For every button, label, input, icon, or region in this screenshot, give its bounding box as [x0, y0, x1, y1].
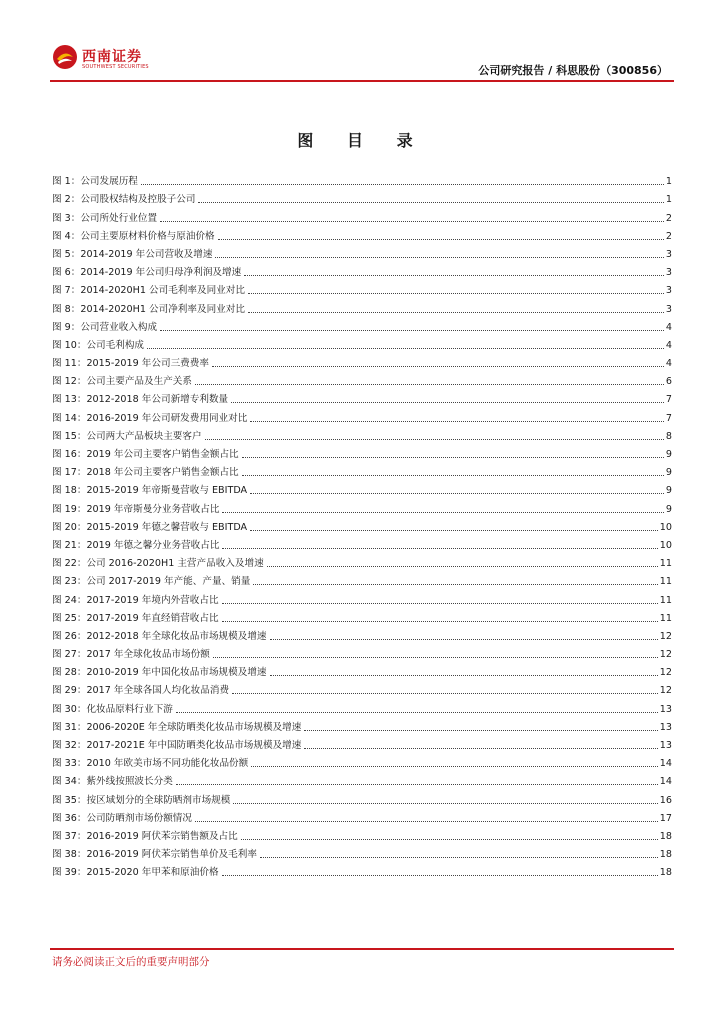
- toc-entry[interactable]: [52, 406, 672, 424]
- toc-entry-label: 图 31：2006-2020E 年全球防晒类化妆品市场规模及增速: [52, 721, 302, 733]
- toc-entry[interactable]: [52, 716, 672, 734]
- toc-dot-leader: [222, 512, 663, 513]
- toc-dot-leader: [176, 784, 658, 785]
- toc-entry[interactable]: [52, 534, 672, 552]
- toc-entry-page: 7: [665, 394, 672, 406]
- toc-dot-leader: [195, 384, 664, 385]
- toc-dot-leader: [270, 639, 658, 640]
- toc-dot-leader: [231, 402, 664, 403]
- toc-dot-leader: [215, 257, 663, 258]
- toc-dot-leader: [218, 239, 664, 240]
- toc-entry-label: 图 5：2014-2019 年公司营收及增速: [52, 248, 213, 260]
- toc-entry-label: 图 10：公司毛利构成: [52, 339, 145, 351]
- toc-entry-page: 11: [659, 558, 672, 570]
- toc-entry-page: 1: [665, 194, 672, 206]
- toc-entry-label: 图 33：2010 年欧美市场不同功能化妆品份额: [52, 758, 249, 770]
- toc-dot-leader: [244, 275, 664, 276]
- toc-dot-leader: [212, 366, 664, 367]
- toc-entry[interactable]: [52, 788, 672, 806]
- toc-entry-label: 图 20：2015-2019 年德之馨营收与 EBITDA: [52, 521, 248, 533]
- toc-entry-label: 图 12：公司主要产品及生产关系: [52, 376, 192, 388]
- toc-entry-page: 18: [659, 849, 672, 861]
- toc-dot-leader: [222, 548, 657, 549]
- toc-entry-page: 1: [665, 176, 672, 188]
- toc-entry[interactable]: [52, 370, 672, 388]
- toc-entry-label: 图 11：2015-2019 年公司三费费率: [52, 358, 209, 370]
- toc-entry[interactable]: [52, 679, 672, 697]
- toc-dot-leader: [304, 730, 657, 731]
- toc-entry-page: 2: [665, 212, 672, 224]
- toc-entry-page: 7: [665, 412, 672, 424]
- brand-logo: [52, 44, 162, 74]
- toc-entry[interactable]: [52, 188, 672, 206]
- toc-entry[interactable]: [52, 625, 672, 643]
- toc-entry[interactable]: [52, 516, 672, 534]
- toc-entry-page: 13: [659, 721, 672, 733]
- toc-entry-page: 12: [659, 649, 672, 661]
- toc-entry[interactable]: [52, 497, 672, 515]
- toc-dot-leader: [141, 184, 664, 185]
- toc-entry-label: 图 35：按区域划分的全球防晒剂市场规模: [52, 794, 231, 806]
- toc-entry-page: 14: [659, 758, 672, 770]
- toc-entry-page: 9: [665, 503, 672, 515]
- toc-entry[interactable]: [52, 479, 672, 497]
- toc-entry-label: 图 22：公司 2016-2020H1 主营产品收入及增速: [52, 558, 264, 570]
- toc-entry[interactable]: [52, 734, 672, 752]
- toc-entry-label: 图 27：2017 年全球化妆品市场份额: [52, 649, 210, 661]
- toc-entry[interactable]: [52, 643, 672, 661]
- toc-entry-page: 9: [665, 449, 672, 460]
- logo-subtext: SOUTHWEST SECURITIES: [82, 64, 149, 70]
- toc-entry-label: 图 36：公司防晒剂市场份额情况: [52, 812, 192, 824]
- toc-dot-leader: [195, 821, 658, 822]
- figure-table-of-contents: [52, 170, 672, 879]
- toc-entry-label: 图 28：2010-2019 年中国化妆品市场规模及增速: [52, 667, 267, 679]
- toc-entry-label: 图 18：2015-2019 年帝斯曼营收与 EBITDA: [52, 485, 248, 497]
- toc-entry-page: 9: [665, 485, 672, 497]
- toc-entry-page: 4: [665, 358, 672, 370]
- toc-dot-leader: [160, 221, 664, 222]
- toc-entry-page: 18: [659, 867, 672, 879]
- toc-dot-leader: [198, 202, 663, 203]
- toc-dot-leader: [160, 330, 664, 331]
- toc-entry-label: 图 9：公司营业收入构成: [52, 321, 158, 333]
- toc-entry-page: 6: [665, 376, 672, 388]
- toc-entry[interactable]: [52, 297, 672, 315]
- toc-entry-page: 10: [659, 539, 672, 551]
- toc-entry-page: 3: [665, 285, 672, 297]
- report-label: 公司研究报告 / 科思股份（300856）: [478, 64, 668, 77]
- toc-entry-label: 图 13：2012-2018 年公司新增专利数量: [52, 394, 229, 406]
- toc-entry[interactable]: [52, 352, 672, 370]
- toc-entry[interactable]: [52, 661, 672, 679]
- toc-entry-label: 图 19：2019 年帝斯曼分业务营收占比: [52, 503, 220, 515]
- toc-dot-leader: [251, 766, 658, 767]
- toc-dot-leader: [232, 693, 658, 694]
- toc-dot-leader: [147, 348, 664, 349]
- toc-entry-page: 13: [659, 703, 672, 715]
- toc-entry[interactable]: [52, 425, 672, 443]
- toc-entry-label: 图 37：2016-2019 阿伏苯宗销售额及占比: [52, 830, 238, 842]
- toc-entry[interactable]: [52, 607, 672, 625]
- toc-entry-page: 17: [659, 812, 672, 824]
- toc-entry[interactable]: [52, 170, 672, 188]
- toc-entry[interactable]: [52, 843, 672, 861]
- toc-entry-label: 图 23：公司 2017-2019 年产能、产量、销量: [52, 576, 251, 588]
- toc-entry-page: 9: [665, 467, 672, 479]
- toc-entry-label: 图 21：2019 年德之馨分业务营收占比: [52, 539, 220, 551]
- toc-entry-label: 图 26：2012-2018 年全球化妆品市场规模及增速: [52, 630, 267, 642]
- toc-dot-leader: [248, 293, 664, 294]
- toc-entry-label: 图 6：2014-2019 年公司归母净利润及增速: [52, 267, 242, 279]
- toc-dot-leader: [213, 657, 658, 658]
- footer-notice: 请务必阅读正文后的重要声明部分: [52, 956, 210, 968]
- toc-entry[interactable]: [52, 334, 672, 352]
- toc-entry-label: 图 15：公司两大产品板块主要客户: [52, 430, 202, 442]
- toc-entry[interactable]: [52, 225, 672, 243]
- toc-dot-leader: [304, 748, 657, 749]
- toc-entry[interactable]: [52, 752, 672, 770]
- footer-divider: [50, 948, 674, 950]
- toc-entry-label: 图 8：2014-2020H1 公司净利率及同业对比: [52, 303, 245, 315]
- toc-entry-page: 11: [659, 612, 672, 624]
- toc-entry-label: 图 14：2016-2019 年公司研发费用同业对比: [52, 412, 248, 424]
- toc-entry[interactable]: [52, 243, 672, 261]
- toc-dot-leader: [250, 530, 658, 531]
- toc-entry-label: 图 7：2014-2020H1 公司毛利率及同业对比: [52, 285, 245, 297]
- toc-entry-page: 3: [665, 248, 672, 260]
- toc-dot-leader: [253, 584, 657, 585]
- toc-dot-leader: [248, 312, 664, 313]
- toc-entry[interactable]: [52, 861, 672, 879]
- toc-entry-label: 图 34：紫外线按照波长分类: [52, 776, 173, 788]
- toc-entry[interactable]: [52, 552, 672, 570]
- toc-entry-page: 4: [665, 321, 672, 333]
- toc-entry[interactable]: [52, 825, 672, 843]
- toc-entry[interactable]: [52, 461, 672, 479]
- toc-dot-leader: [242, 475, 664, 476]
- toc-entry-page: 16: [659, 794, 672, 806]
- toc-entry-label: 图 2：公司股权结构及控股子公司: [52, 194, 196, 206]
- toc-entry-label: 图 17：2018 年公司主要客户销售金额占比: [52, 467, 239, 479]
- toc-dot-leader: [270, 675, 658, 676]
- toc-entry[interactable]: [52, 570, 672, 588]
- toc-entry-page: 11: [659, 576, 672, 588]
- toc-entry[interactable]: [52, 697, 672, 715]
- toc-dot-leader: [222, 875, 658, 876]
- toc-entry-label: 图 25：2017-2019 年直经销营收占比: [52, 612, 219, 624]
- toc-entry-label: 图 38：2016-2019 阿伏苯宗销售单价及毛利率: [52, 849, 257, 861]
- toc-entry[interactable]: [52, 443, 672, 461]
- toc-entry-page: 12: [659, 685, 672, 697]
- toc-dot-leader: [242, 457, 664, 458]
- toc-entry-label: 图 39：2015-2020 年甲苯和原油价格: [52, 867, 219, 879]
- toc-entry-page: 10: [659, 521, 672, 533]
- toc-entry-label: 图 1：公司发展历程: [52, 176, 138, 188]
- toc-entry[interactable]: [52, 770, 672, 788]
- toc-entry-page: 14: [659, 776, 672, 788]
- toc-entry[interactable]: [52, 588, 672, 606]
- toc-entry[interactable]: [52, 261, 672, 279]
- toc-entry-label: 图 16：2019 年公司主要客户销售金额占比: [52, 449, 239, 460]
- toc-dot-leader: [241, 839, 658, 840]
- toc-entry-page: 3: [665, 267, 672, 279]
- toc-dot-leader: [222, 603, 658, 604]
- toc-entry[interactable]: [52, 807, 672, 825]
- toc-dot-leader: [267, 566, 658, 567]
- toc-entry[interactable]: [52, 316, 672, 334]
- toc-entry-label: 图 29：2017 年全球各国人均化妆品消费: [52, 685, 230, 697]
- toc-entry-label: 图 30：化妆品原料行业下游: [52, 703, 173, 715]
- toc-entry-label: 图 3：公司所处行业位置: [52, 212, 158, 224]
- toc-entry-page: 11: [659, 594, 672, 606]
- toc-entry-label: 图 32：2017-2021E 年中国防晒类化妆品市场规模及增速: [52, 740, 302, 751]
- company-logo-icon: [52, 44, 78, 70]
- toc-dot-leader: [176, 712, 658, 713]
- toc-entry-label: 图 4：公司主要原材料价格与原油价格: [52, 230, 215, 242]
- toc-entry-page: 13: [659, 740, 672, 751]
- toc-dot-leader: [233, 803, 657, 804]
- toc-dot-leader: [250, 493, 664, 494]
- header-divider: [50, 80, 674, 82]
- toc-entry-page: 3: [665, 303, 672, 315]
- toc-entry-page: 8: [665, 430, 672, 442]
- toc-entry[interactable]: [52, 388, 672, 406]
- toc-dot-leader: [205, 439, 664, 440]
- page-title: 图 目 录: [297, 131, 427, 150]
- toc-entry-page: 12: [659, 667, 672, 679]
- toc-entry-page: 12: [659, 630, 672, 642]
- toc-entry-page: 4: [665, 339, 672, 351]
- toc-entry-label: 图 24：2017-2019 年境内外营收占比: [52, 594, 219, 606]
- toc-dot-leader: [260, 857, 658, 858]
- toc-dot-leader: [222, 621, 658, 622]
- toc-dot-leader: [250, 421, 664, 422]
- toc-entry[interactable]: [52, 279, 672, 297]
- toc-entry[interactable]: [52, 206, 672, 224]
- logo-text: 西南证券: [82, 49, 142, 65]
- toc-entry-page: 18: [659, 830, 672, 842]
- toc-entry-page: 2: [665, 230, 672, 242]
